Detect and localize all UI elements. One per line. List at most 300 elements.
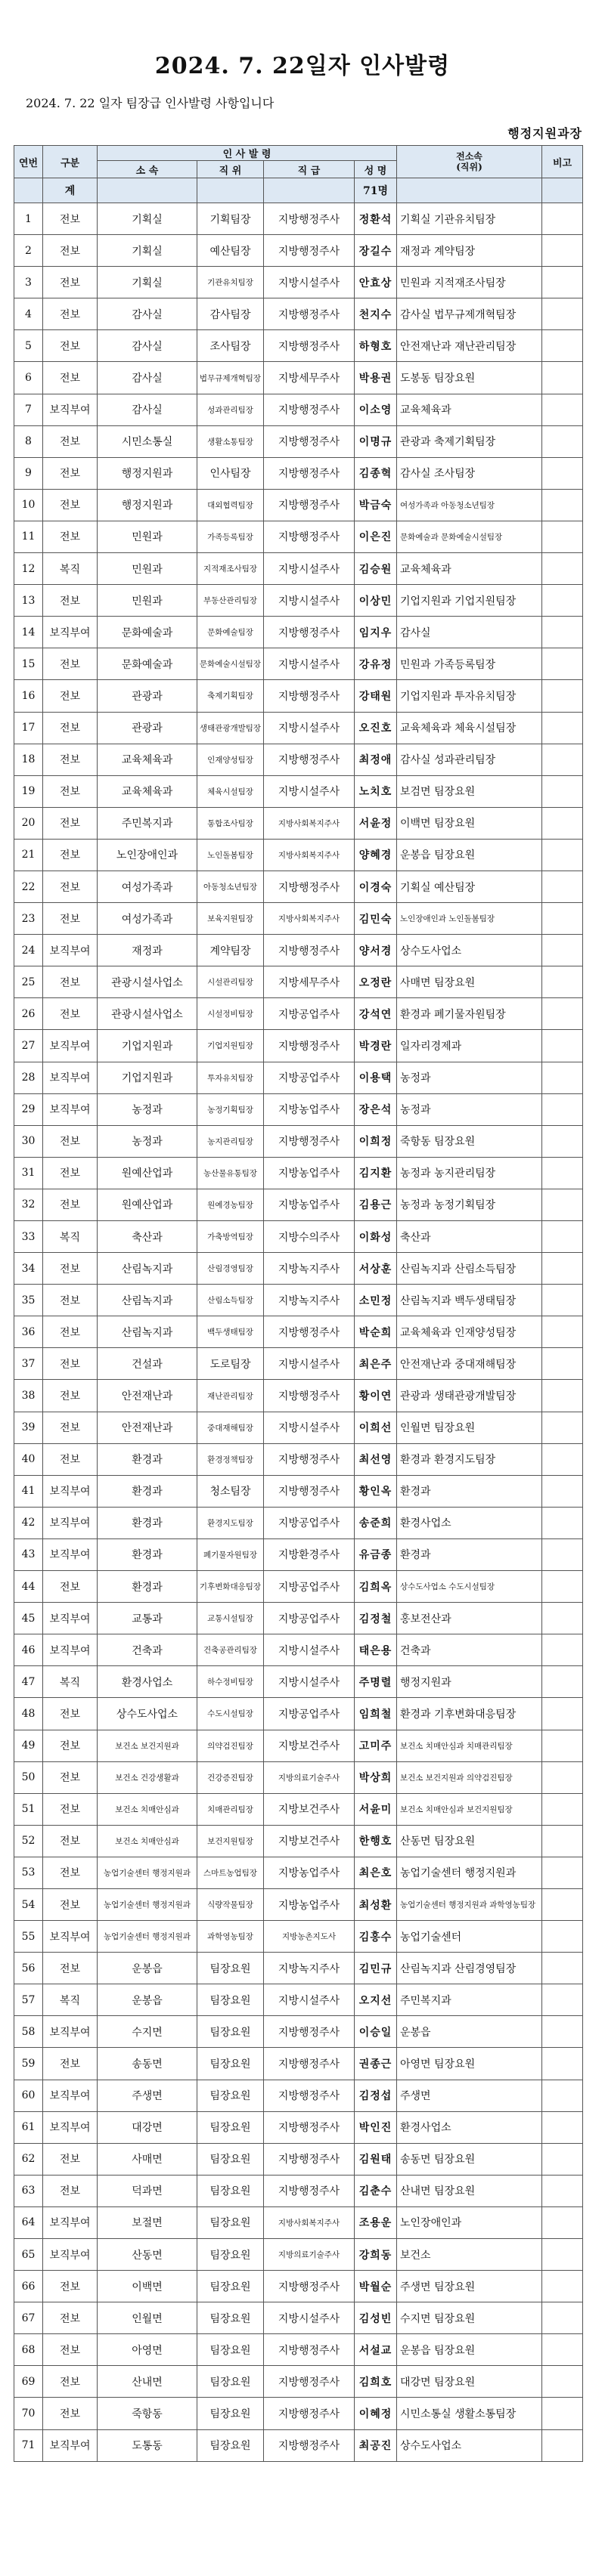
cell-name: 서설교 [355,2334,397,2366]
header-type: 구분 [43,146,98,178]
cell-previous: 산림녹지과 산림소득팀장 [397,1253,542,1285]
cell-name: 서상훈 [355,1253,397,1285]
cell-name: 황인옥 [355,1475,397,1507]
cell-previous: 민원과 가족등록팀장 [397,648,542,680]
cell-name: 강석연 [355,998,397,1030]
cell-remarks [542,775,583,807]
cell-type: 전보 [43,807,98,839]
cell-type: 전보 [43,966,98,998]
cell-previous: 건축과 [397,1634,542,1666]
cell-position: 생활소통팀장 [197,425,264,457]
table-row [14,1730,583,1761]
cell-remarks [542,1603,583,1634]
cell-previous: 농업기술센터 행정지원과 [397,1857,542,1888]
cell-type: 보직부여 [43,2239,98,2271]
cell-no: 7 [14,394,43,425]
cell-affiliation: 감사실 [98,298,197,330]
table-row [14,585,583,617]
cell-remarks [542,966,583,998]
cell-type: 복직 [43,1984,98,2016]
cell-remarks [542,1125,583,1157]
cell-remarks [542,585,583,617]
cell-no: 23 [14,903,43,935]
cell-previous: 산내면 팀장요원 [397,2175,542,2206]
cell-affiliation: 여성가족과 [98,903,197,935]
cell-name: 박용권 [355,362,397,394]
cell-affiliation: 보건소 건강생활과 [98,1761,197,1793]
cell-affiliation: 상수도사업소 [98,1698,197,1730]
cell-type: 전보 [43,2398,98,2429]
cell-previous: 환경과 [397,1475,542,1507]
table-row [14,267,583,298]
cell-affiliation: 운봉읍 [98,1953,197,1984]
cell-grade: 지방농업주사 [264,1888,355,1920]
cell-position: 지적재조사팀장 [197,553,264,585]
cell-name: 서윤미 [355,1793,397,1825]
cell-name: 김지환 [355,1157,397,1189]
cell-no: 37 [14,1348,43,1380]
cell-grade: 지방공업주사 [264,1698,355,1730]
cell-name: 이승일 [355,2016,397,2048]
header-previous: 전소속 (직위) [397,146,542,178]
cell-previous: 산동면 팀장요원 [397,1825,542,1857]
cell-name: 김홍수 [355,1921,397,1953]
cell-previous: 문화예술과 문화예술시설팀장 [397,521,542,552]
cell-no: 52 [14,1825,43,1857]
cell-name: 장은석 [355,1093,397,1125]
cell-affiliation: 산림녹지과 [98,1316,197,1348]
cell-name: 박순희 [355,1316,397,1348]
cell-previous: 죽항동 팀장요원 [397,1125,542,1157]
cell-type: 전보 [43,1125,98,1157]
cell-affiliation: 환경사업소 [98,1666,197,1698]
cell-grade: 지방세무주사 [264,362,355,394]
cell-remarks [542,1825,583,1857]
cell-position: 노인돌봄팀장 [197,839,264,871]
table-row [14,712,583,744]
cell-affiliation: 원예산업과 [98,1189,197,1220]
cell-previous: 감사실 법무규제개혁팀장 [397,298,542,330]
cell-remarks [542,553,583,585]
cell-no: 67 [14,2302,43,2334]
cell-no: 8 [14,425,43,457]
cell-position: 통합조사팀장 [197,807,264,839]
cell-grade: 지방행정주사 [264,871,355,902]
cell-position: 팀장요원 [197,1984,264,2016]
cell-grade: 지방시설주사 [264,1412,355,1443]
cell-position: 보건지원팀장 [197,1825,264,1857]
cell-no: 38 [14,1380,43,1412]
cell-no: 24 [14,935,43,966]
cell-grade: 지방시설주사 [264,712,355,744]
cell-affiliation: 주생면 [98,2080,197,2111]
cell-affiliation: 원예산업과 [98,1157,197,1189]
cell-remarks [542,298,583,330]
cell-name: 임지우 [355,617,397,648]
cell-position: 재난관리팀장 [197,1380,264,1412]
cell-type: 복직 [43,1666,98,1698]
cell-no: 58 [14,2016,43,2048]
cell-previous: 교육체육과 인재양성팀장 [397,1316,542,1348]
cell-previous: 상수도사업소 수도시설팀장 [397,1571,542,1603]
cell-no: 65 [14,2239,43,2271]
cell-affiliation: 관광과 [98,680,197,712]
cell-no: 4 [14,298,43,330]
cell-affiliation: 안전재난과 [98,1412,197,1443]
cell-position: 교통시설팀장 [197,1603,264,1634]
cell-type: 전보 [43,871,98,902]
cell-grade: 지방행정주사 [264,2016,355,2048]
cell-type: 보직부여 [43,617,98,648]
table-row [14,2429,583,2461]
cell-position: 과학영농팀장 [197,1921,264,1953]
cell-affiliation: 관광시설사업소 [98,966,197,998]
cell-name: 양혜경 [355,839,397,871]
cell-name: 오진호 [355,712,397,744]
table-row [14,2334,583,2366]
cell-remarks [542,457,583,489]
cell-position: 가족등록팀장 [197,521,264,552]
cell-remarks [542,839,583,871]
cell-name: 김정섭 [355,2080,397,2111]
cell-affiliation: 기업지원과 [98,1062,197,1093]
cell-position: 팀장요원 [197,2143,264,2175]
cell-grade: 지방행정주사 [264,2334,355,2366]
cell-remarks [542,2429,583,2461]
cell-name: 한행호 [355,1825,397,1857]
cell-position: 도로팀장 [197,1348,264,1380]
cell-name: 박경란 [355,1030,397,1062]
cell-no: 64 [14,2206,43,2238]
cell-previous: 감사실 조사팀장 [397,457,542,489]
cell-no: 30 [14,1125,43,1157]
cell-remarks [542,1253,583,1285]
cell-no: 43 [14,1538,43,1570]
cell-remarks [542,1730,583,1761]
cell-previous: 노인장애인과 [397,2206,542,2238]
cell-previous: 보건소 치매안심과 치매관리팀장 [397,1730,542,1761]
cell-previous: 노인장애인과 노인돌봄팀장 [397,903,542,935]
cell-grade: 지방환경주사 [264,1538,355,1570]
cell-remarks [542,680,583,712]
cell-position: 건강증진팀장 [197,1761,264,1793]
table-row [14,2302,583,2334]
cell-remarks [542,1157,583,1189]
cell-remarks [542,1316,583,1348]
cell-name: 이명규 [355,425,397,457]
cell-previous: 홍보전산과 [397,1603,542,1634]
cell-type: 전보 [43,1443,98,1475]
cell-affiliation: 보건소 치매안심과 [98,1825,197,1857]
cell-grade: 지방농업주사 [264,1157,355,1189]
table-row [14,1603,583,1634]
table-row [14,1316,583,1348]
cell-name: 김원태 [355,2143,397,2175]
cell-name: 박금숙 [355,489,397,521]
cell-type: 전보 [43,1189,98,1220]
cell-grade: 지방행정주사 [264,617,355,648]
cell-remarks [542,1443,583,1475]
cell-affiliation: 감사실 [98,362,197,394]
cell-affiliation: 관광과 [98,712,197,744]
cell-remarks [542,1698,583,1730]
cell-affiliation: 농정과 [98,1125,197,1157]
cell-grade: 지방의료기술주사 [264,2239,355,2271]
cell-position: 인재양성팀장 [197,744,264,775]
cell-affiliation: 아영면 [98,2334,197,2366]
table-row [14,203,583,235]
cell-grade: 지방행정주사 [264,2080,355,2111]
cell-grade: 지방행정주사 [264,298,355,330]
cell-type: 전보 [43,1316,98,1348]
page-subtitle: 2024. 7. 22 일자 팀장급 인사발령 사항입니다 [26,96,275,110]
cell-remarks [542,1953,583,1984]
table-row [14,1571,583,1603]
cell-grade: 지방행정주사 [264,1030,355,1062]
cell-grade: 지방행정주사 [264,680,355,712]
cell-grade: 지방녹지주사 [264,1953,355,1984]
table-row [14,1253,583,1285]
cell-name: 김종혁 [355,457,397,489]
cell-affiliation: 기획실 [98,203,197,235]
cell-remarks [542,1221,583,1253]
table-row [14,744,583,775]
cell-affiliation: 문화예술과 [98,617,197,648]
cell-name: 이상민 [355,585,397,617]
table-row [14,489,583,521]
cell-type: 전보 [43,1698,98,1730]
cell-position: 팀장요원 [197,2175,264,2206]
cell-type: 전보 [43,2366,98,2398]
cell-name: 태은용 [355,1634,397,1666]
cell-name: 최성환 [355,1888,397,1920]
cell-affiliation: 수지면 [98,2016,197,2048]
cell-affiliation: 교육체육과 [98,775,197,807]
cell-position: 시설관리팀장 [197,966,264,998]
cell-position: 팀장요원 [197,1953,264,1984]
table-row [14,2398,583,2429]
table-row [14,2143,583,2175]
cell-affiliation: 산내면 [98,2366,197,2398]
cell-position: 팀장요원 [197,2429,264,2461]
cell-affiliation: 도통동 [98,2429,197,2461]
cell-no: 48 [14,1698,43,1730]
table-row [14,2016,583,2048]
cell-affiliation: 여성가족과 [98,871,197,902]
cell-remarks [542,2206,583,2238]
cell-position: 치매관리팀장 [197,1793,264,1825]
cell-previous: 감사실 [397,617,542,648]
cell-type: 전보 [43,1157,98,1189]
cell-position: 법무규제개혁팀장 [197,362,264,394]
cell-type: 전보 [43,2271,98,2302]
cell-grade: 지방행정주사 [264,1316,355,1348]
cell-no: 71 [14,2429,43,2461]
cell-position: 팀장요원 [197,2016,264,2048]
cell-type: 전보 [43,1857,98,1888]
cell-grade: 지방농업주사 [264,1093,355,1125]
cell-remarks [542,2239,583,2271]
cell-position: 조사팀장 [197,330,264,362]
cell-type: 전보 [43,2175,98,2206]
cell-name: 임희철 [355,1698,397,1730]
table-row [14,1348,583,1380]
cell-type: 전보 [43,839,98,871]
table-row [14,935,583,966]
cell-name: 조용운 [355,2206,397,2238]
cell-type: 전보 [43,1730,98,1761]
table-row [14,2111,583,2143]
cell-no: 53 [14,1857,43,1888]
cell-grade: 지방사회복지주사 [264,839,355,871]
cell-remarks [542,235,583,267]
cell-type: 복직 [43,553,98,585]
cell-type: 전보 [43,521,98,552]
cell-type: 전보 [43,775,98,807]
table-row [14,1030,583,1062]
table-row [14,2080,583,2111]
cell-remarks [542,1380,583,1412]
cell-previous: 운봉읍 팀장요원 [397,839,542,871]
table-row [14,1825,583,1857]
cell-affiliation: 건축과 [98,1634,197,1666]
cell-remarks [542,1507,583,1538]
cell-position: 감사팀장 [197,298,264,330]
cell-name: 김용근 [355,1189,397,1220]
table-row [14,1888,583,1920]
cell-no: 69 [14,2366,43,2398]
cell-type: 보직부여 [43,1538,98,1570]
cell-position: 부동산관리팀장 [197,585,264,617]
cell-position: 농산물유통팀장 [197,1157,264,1189]
cell-name: 이은진 [355,521,397,552]
table-row [14,1761,583,1793]
cell-name: 최은주 [355,1348,397,1380]
cell-position: 문화예술팀장 [197,617,264,648]
table-row [14,1698,583,1730]
cell-type: 전보 [43,1253,98,1285]
cell-name: 박월순 [355,2271,397,2302]
table-row [14,998,583,1030]
cell-grade: 지방수의주사 [264,1221,355,1253]
cell-grade: 지방사회복지주사 [264,903,355,935]
table-row [14,457,583,489]
cell-no: 13 [14,585,43,617]
cell-no: 22 [14,871,43,902]
cell-previous: 시민소통실 생활소통팀장 [397,2398,542,2429]
cell-remarks [542,2048,583,2080]
cell-position: 중대재해팀장 [197,1412,264,1443]
cell-grade: 지방사회복지주사 [264,2206,355,2238]
cell-position: 팀장요원 [197,2206,264,2238]
cell-position: 생태관광개발팀장 [197,712,264,744]
cell-previous: 환경과 [397,1538,542,1570]
cell-no: 54 [14,1888,43,1920]
cell-type: 전보 [43,2048,98,2080]
cell-affiliation: 행정지원과 [98,489,197,521]
table-row [14,966,583,998]
cell-name: 김성빈 [355,2302,397,2334]
cell-no: 55 [14,1921,43,1953]
cell-previous: 농정과 농정기획팀장 [397,1189,542,1220]
cell-remarks [542,521,583,552]
cell-no: 2 [14,235,43,267]
cell-position: 원예경농팀장 [197,1189,264,1220]
cell-type: 보직부여 [43,935,98,966]
cell-grade: 지방시설주사 [264,1666,355,1698]
cell-affiliation: 주민복지과 [98,807,197,839]
table-row [14,839,583,871]
cell-no: 10 [14,489,43,521]
cell-grade: 지방행정주사 [264,2175,355,2206]
cell-name: 강태원 [355,680,397,712]
cell-previous: 상수도사업소 [397,2429,542,2461]
cell-no: 44 [14,1571,43,1603]
header-affiliation: 소 속 [98,161,197,178]
cell-grade: 지방녹지주사 [264,1285,355,1316]
cell-previous: 행정지원과 [397,1666,542,1698]
cell-position: 백두생태팀장 [197,1316,264,1348]
cell-affiliation: 재정과 [98,935,197,966]
cell-grade: 지방행정주사 [264,1380,355,1412]
cell-type: 보직부여 [43,2429,98,2461]
cell-grade: 지방녹지주사 [264,1253,355,1285]
cell-affiliation: 시민소통실 [98,425,197,457]
cell-type: 전보 [43,330,98,362]
cell-type: 보직부여 [43,1093,98,1125]
cell-name: 송준희 [355,1507,397,1538]
cell-position: 팀장요원 [197,2048,264,2080]
cell-grade: 지방공업주사 [264,1603,355,1634]
cell-grade: 지방행정주사 [264,2429,355,2461]
cell-previous: 주민복지과 [397,1984,542,2016]
cell-grade: 지방시설주사 [264,775,355,807]
cell-type: 전보 [43,1412,98,1443]
cell-name: 이소영 [355,394,397,425]
cell-name: 소민정 [355,1285,397,1316]
cell-remarks [542,2080,583,2111]
cell-name: 김정철 [355,1603,397,1634]
table-row [14,871,583,902]
cell-previous: 기업지원과 투자유치팀장 [397,680,542,712]
cell-remarks [542,2143,583,2175]
cell-no: 19 [14,775,43,807]
cell-position: 기후변화대응팀장 [197,1571,264,1603]
cell-affiliation: 보건소 치매안심과 [98,1793,197,1825]
cell-grade: 지방행정주사 [264,2111,355,2143]
table-row [14,1443,583,1475]
cell-no: 60 [14,2080,43,2111]
cell-previous: 도봉동 팀장요원 [397,362,542,394]
cell-affiliation: 인월면 [98,2302,197,2334]
cell-type: 보직부여 [43,1507,98,1538]
cell-grade: 지방공업주사 [264,1571,355,1603]
cell-affiliation: 덕과면 [98,2175,197,2206]
cell-position: 기관유치팀장 [197,267,264,298]
cell-type: 전보 [43,457,98,489]
cell-no: 27 [14,1030,43,1062]
header-name: 성 명 [355,161,397,178]
cell-affiliation: 죽항동 [98,2398,197,2429]
cell-previous: 농업기술센터 행정지원과 과학영농팀장 [397,1888,542,1920]
cell-remarks [542,203,583,235]
cell-no: 42 [14,1507,43,1538]
cell-previous: 안전재난과 재난관리팀장 [397,330,542,362]
cell-name: 이용택 [355,1062,397,1093]
cell-affiliation: 산동면 [98,2239,197,2271]
cell-name: 정환석 [355,203,397,235]
table-row [14,1189,583,1220]
